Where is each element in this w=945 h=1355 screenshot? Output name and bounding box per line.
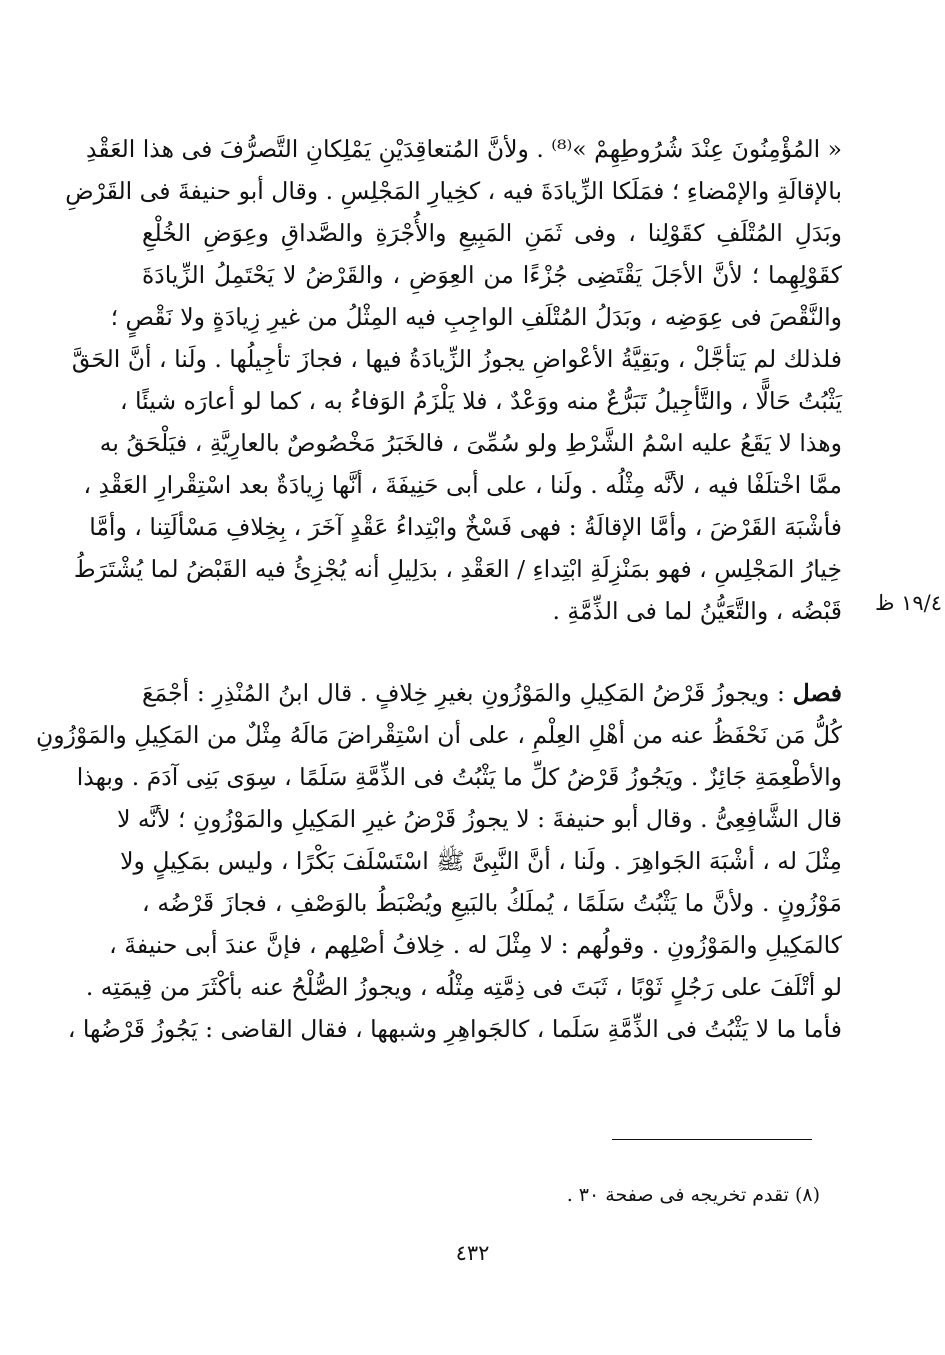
text-line: لو أتْلَفَ على رَجُلٍ ثَوْبًا ، ثَبَتَ فى ذِمَّتِه مِثْلُه ، ويجوزُ الصُّلْحُ عنه بأكْثَرَ من قِيمَتِه .	[85, 973, 842, 1001]
text-line: خِيارُ المَجْلِسِ ، فهو بمَنْزِلَةِ ابْتِداءِ / العَقْدِ ، بدَلِيلِ أنه يُجْزِئُ فيه القَبْضُ لما يُشْتَرَطُ	[73, 555, 842, 583]
page-number: ٤٣٢	[455, 1241, 490, 1265]
text-line: كُلُّ مَن نَحْفَظُ عنه من أهْلِ العِلْمِ ، على أن اسْتِقْراضَ مَالَهُ مِثْلٌ من المَكِيلِ والمَوْزُونِ	[36, 721, 842, 749]
footnote: (٨) تقدم تخريجه فى صفحة ٣٠ .	[566, 1184, 820, 1206]
text-line: ممَّا اخْتلَفْا فيه ، لأنَّه مِثْلُه . ولَنا ، على أبى حَنِيفَةَ ، أنَّها زِيادَةٌ بعد اسْتِقْرارِ العَقْدِ ،	[83, 471, 842, 499]
section-term: فصل	[792, 679, 842, 707]
text-line-first	[142, 672, 842, 714]
text-line: « المُؤْمِنُونَ عِنْدَ شُرُوطِهِمْ »⁽⁸⁾ . ولأنَّ المُتعاقِدَيْنِ يَمْلِكانِ التَّصرُّفَ فى هذا العَقْدِ	[86, 135, 842, 163]
text-line: قَبْضُه ، والتَّعَيُّنُ لما فى الذِّمَّةِ .	[552, 597, 842, 625]
text-line: يَثْبُتُ حَالًّا ، والتَّأجِيلُ تَبَرُّعٌ منه ووَعْدٌ ، فلا يَلْزَمُ الوَفاءُ به ، كما لو أعارَه شيئًا ،	[119, 387, 842, 415]
text-line: مَوْزُونٍ . ولأنَّ ما يَثْبُتُ سَلَمًا ، يُملَكُ بالبَيعِ ويُضْبَطُ بالوَصْفِ ، فجازَ قَرْضُه ،	[142, 889, 842, 917]
text-line: قال الشَّافِعِىُّ . وقال أبو حنيفةَ : لا يجوزُ قَرْضُ غيرِ المَكِيلِ والمَوْزُونِ ؛ لأنَّه لا	[117, 805, 842, 833]
text-line: فأشْبَهَ القَرْضَ ، وأمَّا الإقالَةُ : فهى فَسْخٌ وابْتِداءُ عَقْدٍ آخَرَ ، بِخِلافِ مَسْألَتِنا ، وأمَّا	[89, 513, 842, 541]
text-line: كالمَكِيلِ والمَوْزُونِ . وقولُهم : لا مِثْلَ له . خِلافُ أصْلِهم ، فإنَّ عندَ أبى حنيفةَ ،	[109, 931, 842, 959]
text-line-rest: : ويجوزُ قَرْضُ المَكِيلِ والمَوْزُونِ بغيرِ خِلافٍ . قال ابنُ المُنْذِرِ : أجْمَعَ	[142, 679, 793, 707]
footnote-divider	[612, 1139, 812, 1140]
text-line: وبَدَلِ المُتْلَفِ كقَوْلِنا ، وفى ثَمَنِ المَبِيعِ والأُجْرَةِ والصَّداقِ وعِوَضِ الخُلْعِ	[142, 219, 842, 247]
text-line: والنَّقْصَ فى عِوَضِه ، وبَدَلُ المُتْلَفِ الواجِبِ فيه المِثْلُ من غيرِ زِيادَةٍ ولا نَقْصٍ ؛	[110, 303, 842, 331]
text-line: والأطْعِمَةِ جَائِزٌ . ويَجُوزُ قَرْضُ كلِّ ما يَثْبُتُ فى الذِّمَّةِ سَلَمًا ، سِوَى بَنِى آدَمَ . وبهذا	[76, 763, 842, 791]
text-line: فأما ما لا يَثْبُتُ فى الذِّمَّةِ سَلَما ، كالجَواهِرِ وشبهها ، فقال القاضى : يَجُوزُ قَرْضُها ،	[67, 1015, 842, 1043]
margin-note: ١٩/٤ ظ	[874, 591, 942, 615]
text-line: وهذا لا يَقَعُ عليه اسْمُ الشَّرْطِ ولو سُمِّىَ ، فالخَبَرُ مَخْصُوصٌ بالعارِيَّةِ ، فيَلْحَقُ به	[99, 429, 842, 457]
text-line: كقَوْلِهِما ؛ لأنَّ الأجَلَ يَقْتَضِى جُزْءًا من العِوَضِ ، والقَرْضُ لا يَحْتَمِلُ الزِّيادَةَ	[142, 261, 842, 289]
text-line: مِثْلَ له ، أشْبَهَ الجَواهِرَ . ولَنا ، أنَّ النَّبِىَّ ﷺ اسْتَسْلَفَ بَكْرًا ، وليس بمَكِيلٍ ولا	[120, 847, 842, 875]
text-line: بالإقالَةِ والإمْضاءِ ؛ فمَلَكا الزِّيادَةَ فيه ، كخِيارِ المَجْلِسِ . وقال أبو حنيفةَ فى القَرْضِ	[65, 177, 842, 205]
text-line: فلذلك لم يَتأجَّلْ ، وبَقِيَّةُ الأعْواضِ يجوزُ الزِّيادَةُ فيها ، فجازَ تأجِيلُها . ولَنا ، أنَّ الحَقَّ	[71, 345, 842, 373]
